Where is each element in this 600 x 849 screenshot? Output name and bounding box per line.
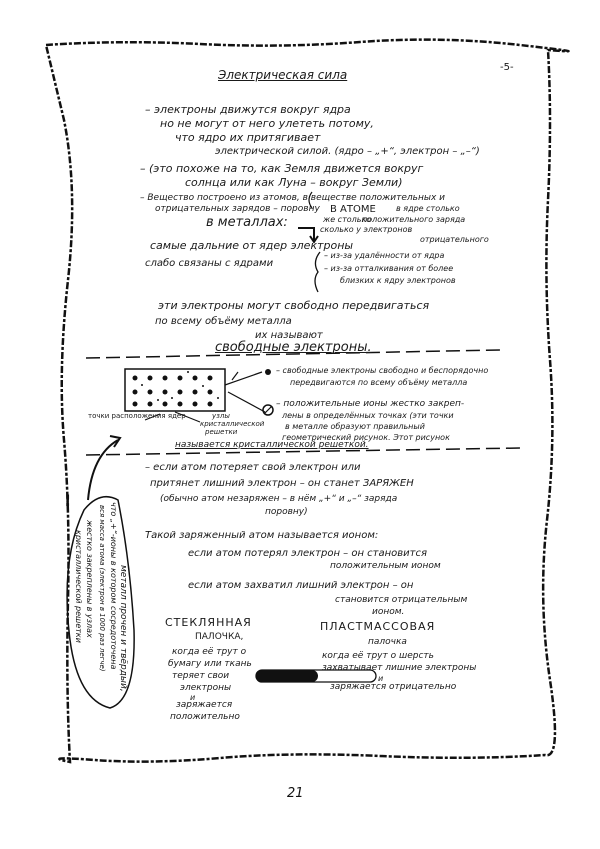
lattice-points-label: точки расположения ядер — [88, 412, 186, 420]
glass-text-4: электроны — [180, 683, 232, 693]
glass-rod-dark — [256, 670, 318, 682]
plastic-title-2: палочка — [368, 637, 407, 647]
glass-text-6: заряжается — [176, 700, 233, 710]
ions-text-1: – положительные ионы жестко закреп- — [276, 399, 465, 409]
ion-pos-2: положительным ионом — [330, 561, 441, 571]
exclamation-mark: ! — [64, 491, 72, 510]
side-note-4: жестко закреплены в узлах — [85, 520, 94, 638]
p3-line-2: отрицательных зарядов – поровну — [155, 204, 320, 214]
p2-line-2: солнца или как Луна – вокруг Земли) — [185, 176, 403, 189]
p5-line-3: их называют — [255, 330, 323, 341]
p6-line-1: – если атом потеряет свой электрон или — [145, 462, 361, 473]
ions-text-2: лены в определённых точках (эти точки — [282, 411, 454, 420]
glass-text-7: положительно — [170, 712, 240, 722]
ion-neg-2: становится отрицательным — [335, 595, 468, 605]
p4-line-1: самые дальние от ядер электроны — [150, 239, 354, 252]
page-number-top: -5- — [500, 62, 514, 73]
ion-neg-3: ионом. — [372, 607, 405, 617]
plastic-text-3: и — [378, 674, 384, 683]
glass-text-3: теряет свои — [172, 671, 230, 681]
p1-line-1: – электроны движутся вокруг ядра — [145, 103, 351, 116]
atom-note-4: положительного заряда — [362, 215, 466, 224]
p5-line-1: эти электроны могут свободно передвигаться — [158, 299, 430, 312]
atom-note-3: же столько — [323, 215, 372, 224]
ion-neg-1: если атом захватил лишний электрон – он — [188, 580, 414, 591]
atom-note-1: В АТОМЕ — [330, 204, 376, 215]
p6-line-2: притянет лишний электрон – он станет ЗАРЯЖЕН — [150, 478, 414, 489]
side-note-1: металл прочен и твёрдый, — [118, 565, 128, 692]
ion-pos-1: если атом потерял электрон – он становится — [188, 548, 428, 559]
p6-line-4: поровну) — [265, 507, 308, 517]
nodes-label-2: кристаллической — [200, 420, 265, 428]
nodes-label-1: узлы — [212, 412, 230, 420]
lattice-text: называется кристаллической решеткой. — [175, 440, 369, 450]
metals-heading: в металлах: — [206, 215, 288, 230]
page-number-bottom: 21 — [287, 786, 304, 801]
atom-note-5: сколько у электронов — [320, 225, 413, 234]
reason-3: близких к ядру электронов — [340, 276, 456, 285]
atom-note-6: отрицательного — [420, 235, 489, 244]
nodes-label-3: решетки — [205, 428, 238, 436]
plastic-title-1: ПЛАСТМАССОВАЯ — [320, 620, 436, 633]
reason-2: – из-за отталкивания от более — [324, 264, 454, 273]
p4-line-2: слабо связаны с ядрами — [145, 258, 274, 269]
page-title: Электрическая сила — [218, 68, 348, 82]
p1-line-2: но не могут от него улететь потому, — [160, 117, 374, 130]
ion-definition: Такой заряженный атом называется ионом: — [145, 530, 379, 541]
atom-note-2: в ядре столько — [396, 204, 460, 213]
p3-line-1: – Вещество построено из атомов, в веществе положительных и — [140, 193, 446, 203]
plastic-text-4: заряжается отрицательно — [330, 682, 457, 692]
side-note-2: что „+“-ионы в котором сосредоточена — [109, 502, 118, 670]
side-note-5: кристаллической решетки — [74, 530, 83, 643]
glass-text-1: когда её трут о — [172, 647, 247, 657]
p2-line-1: – (это похоже на то, как Земля движется вокруг — [140, 162, 424, 175]
ions-text-3: в металле образуют правильный — [285, 422, 425, 431]
p1-line-3: что ядро их притягивает — [175, 131, 321, 144]
free-el-text-2: передвигаются по всему объёму металла — [290, 378, 468, 387]
free-electrons-label: свободные электроны. — [215, 340, 372, 355]
glass-title-1: СТЕКЛЯННАЯ — [165, 616, 252, 629]
glass-text-2: бумагу или ткань — [168, 659, 252, 669]
plastic-text-1: когда её трут о шерсть — [322, 651, 434, 661]
p5-line-2: по всему объёму металла — [155, 316, 292, 327]
pointer-arrow — [88, 440, 118, 500]
plastic-text-2: захватывает лишние электроны — [322, 663, 477, 673]
p1-line-4: электрической силой. (ядро – „+“, электрон – „–“) — [215, 146, 480, 157]
reason-1: – из-за удалённости от ядра — [324, 251, 445, 260]
glass-text-5: и — [190, 693, 196, 702]
glass-title-2: ПАЛОЧКА, — [195, 632, 244, 642]
side-note-3: вся масса атома (электрон в 1000 раз легче) — [98, 505, 106, 672]
ions-text-4: геометрический рисунок. Этот рисунок — [282, 433, 450, 442]
p6-line-3: (обычно атом незаряжен – в нём „+“ и „–“ заряда — [160, 494, 398, 504]
free-el-text-1: – свободные электроны свободно и беспорядочно — [276, 366, 489, 375]
